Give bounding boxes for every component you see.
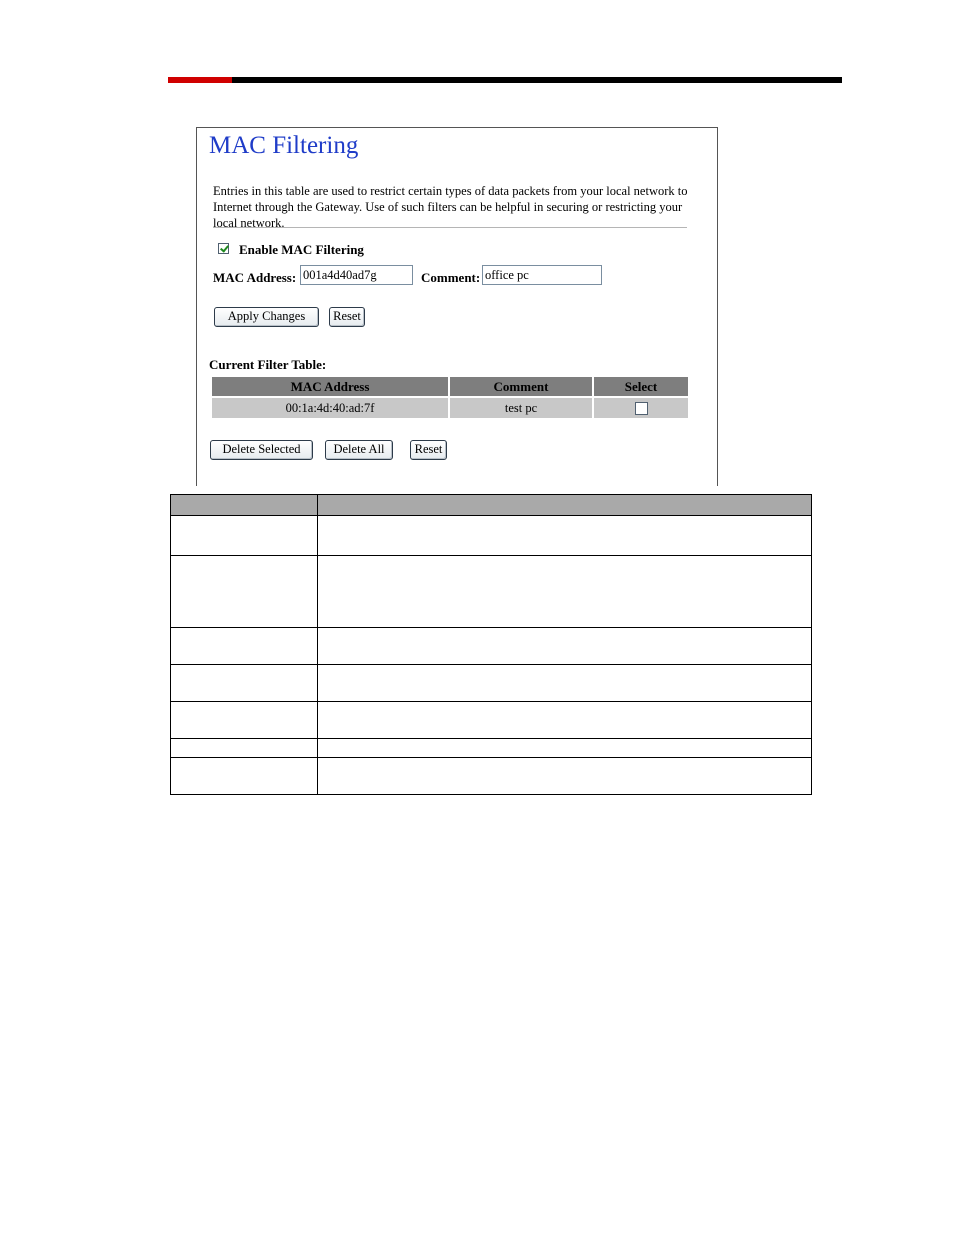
table-cell [171,702,318,739]
table-cell [171,556,318,628]
table-cell [171,739,318,758]
delete-all-button[interactable]: Delete All [325,440,393,460]
reset-form-button[interactable]: Reset [329,307,365,327]
mac-address-input[interactable]: 001a4d40ad7g [300,265,413,285]
row-comment: test pc [450,396,592,418]
apply-changes-button[interactable]: Apply Changes [214,307,319,327]
comment-label: Comment: [421,270,481,285]
filter-table [210,377,690,418]
table-cell [318,702,812,739]
row-select-cell [594,396,688,418]
column-header-mac: MAC Address [212,377,448,396]
row-mac-address: 00:1a:4d:40:ad:7f [212,396,448,418]
table-cell [171,758,318,795]
table-row [212,396,688,418]
table-cell [318,556,812,628]
enable-mac-filtering-label: Enable MAC Filtering [239,242,364,257]
mac-filtering-screenshot [196,127,718,486]
table-cell [171,516,318,556]
divider [213,227,687,228]
table-row [171,628,812,665]
delete-selected-button[interactable]: Delete Selected [210,440,313,460]
table-row [171,702,812,739]
page-title: MAC Filtering [209,132,359,159]
current-filter-table-label: Current Filter Table: [209,357,327,372]
table-cell [318,739,812,758]
table-cell [318,758,812,795]
table-cell [171,665,318,702]
header-cell [318,495,812,516]
table-row [171,665,812,702]
mac-address-label: MAC Address: [213,270,297,285]
reset-table-button[interactable]: Reset [410,440,447,460]
table-row [171,758,812,795]
table-row [171,556,812,628]
column-header-select: Select [594,377,688,396]
description-table-header [171,495,812,516]
table-row [171,739,812,758]
column-header-comment: Comment [450,377,592,396]
table-cell [318,516,812,556]
table-row [171,516,812,556]
table-cell [318,665,812,702]
filter-table-header [212,377,688,396]
row-select-checkbox[interactable] [635,402,648,415]
comment-input[interactable]: office pc [482,265,602,285]
description-table [170,494,812,795]
enable-mac-filtering-checkbox[interactable] [218,243,229,254]
header-rule-accent [168,77,232,83]
table-cell [171,628,318,665]
header-cell [171,495,318,516]
page-description: Entries in this table are used to restrict certain types of data packets from your local network to Internet through the Gateway. Use of such filters can be helpful in securing or restricting your local network. [213,184,688,230]
table-cell [318,628,812,665]
header-rule [232,77,842,83]
